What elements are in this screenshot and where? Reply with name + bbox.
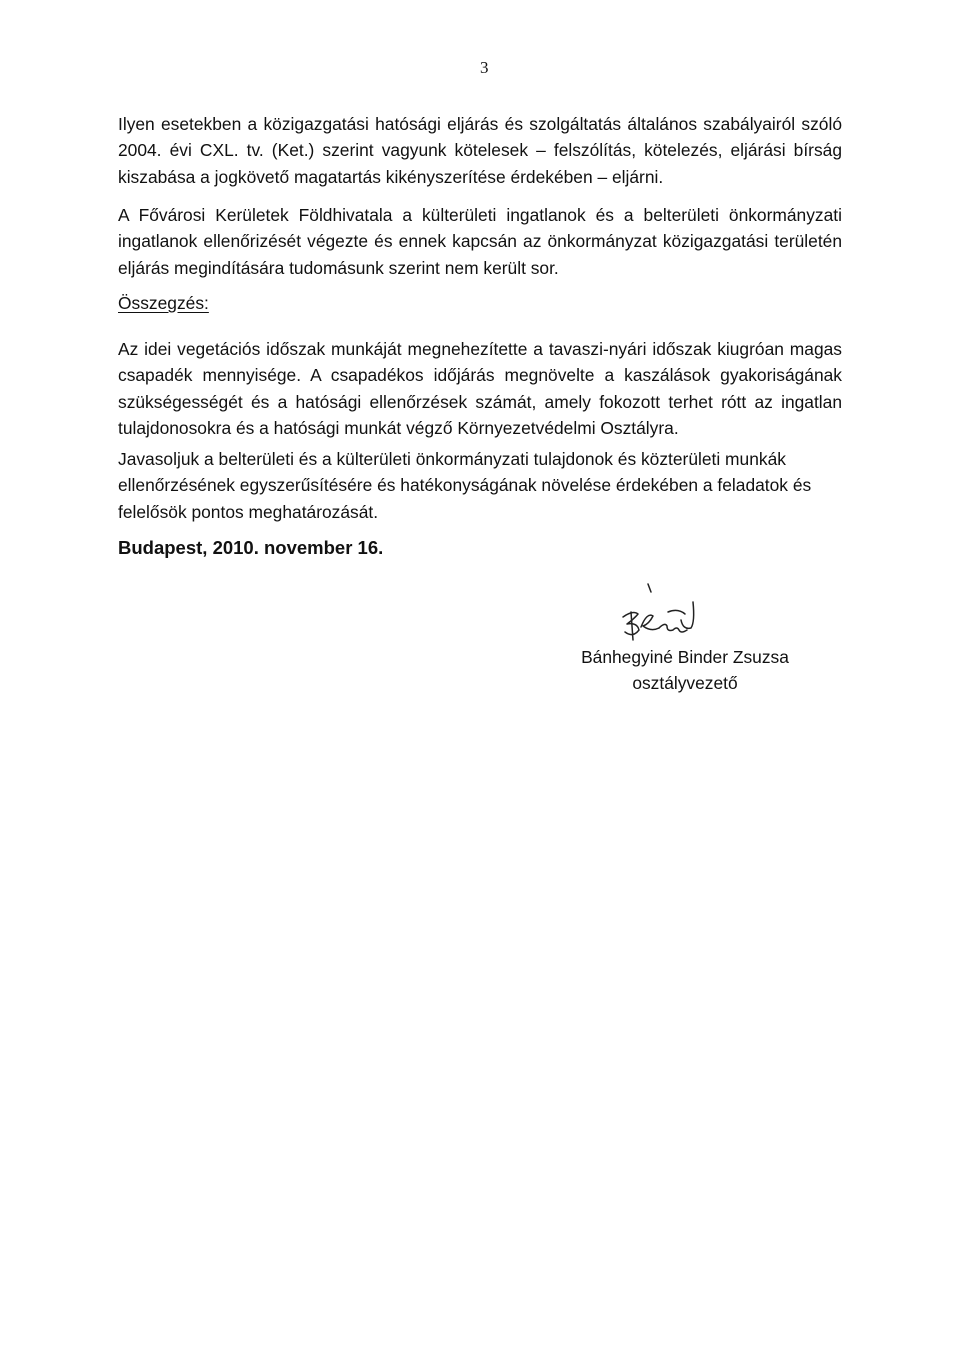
paragraph-summary-vegetation: Az idei vegetációs időszak munkáját megnehezítette a tavaszi-nyári időszak kiugróan magas csapadék mennyisége. A csapadékos időjárás megnövelte a kaszálások gyakoriságának szükségességét és a hatósági ellenőrzések számát, amely fokozott terhet rótt az ingatlan tulajdonosokra és a hatósági munkát végző Környezetvédelmi Osztályra. [118, 339, 842, 439]
document-date: Budapest, 2010. november 16. [118, 537, 384, 558]
paragraph-legal-basis: Ilyen esetekben a közigazgatási hatósági eljárás és szolgáltatás általános szabályairól szóló 2004. évi CXL. tv. (Ket.) szerint vagyunk kötelesek – felszólítás, kötelezés, eljárási bírság kiszabása a jogkövető magatartás kikényszerítése érdekében – eljárni. [118, 114, 842, 187]
paragraph-summary-proposal: Javasoljuk a belterületi és a külterületi önkormányzati tulajdonok és közterületi munkák ellenőrzésének egyszerűsítésére és hatékonyságának növelése érdekében a feladatok és felelősök pontos meghatározását. [118, 449, 812, 522]
signer-title: osztályvezető [632, 673, 738, 693]
signer-name: Bánhegyiné Binder Zsuzsa [581, 647, 789, 667]
summary-heading: Összegzés: [118, 293, 209, 313]
signature-block [565, 644, 805, 696]
handwritten-signature [603, 572, 753, 652]
page-number: 3 [480, 58, 489, 77]
paragraph-land-office: A Fővárosi Kerületek Földhivatala a külterületi ingatlanok és a belterületi önkormányzati ingatlanok ellenőrizését végezte és ennek kapcsán az önkormányzat közigazgatási területén eljárás megindítására tudomásunk szerint nem került sor. [118, 205, 842, 278]
